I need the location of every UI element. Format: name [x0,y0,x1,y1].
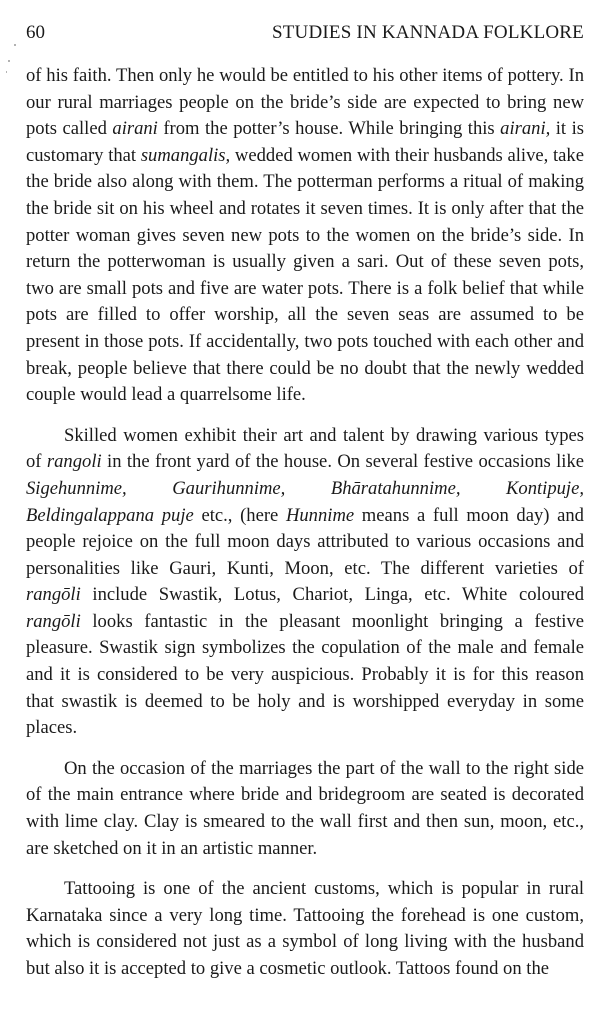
page-number: 60 [26,22,45,43]
running-head [26,20,584,46]
paragraph-text: Tattooing is one of the ancient customs, which is popular in rural Karnataka since a very long time. Tattooing the forehead is one custom, which is considered not just as a symbol of long living with the husband but also it is accepted to give a cosmetic outlook. Tattoos found on the [26,878,584,979]
paragraph-1 [26,63,584,409]
scan-speck [14,44,16,46]
paragraph-4 [26,876,584,982]
running-title: STUDIES IN KANNADA FOLKLORE [271,22,584,43]
italic-term: airani, [500,118,551,140]
italic-term: rangōli [26,610,81,632]
paragraph-text: means a full moon day) and people rejoice on the full moon days attributed to various occasions and personalities like Gauri, Kunti, Moon, etc. The different varieties of [26,504,584,579]
italic-term: Sigehunnime, Gaurihunnime, Bhāratahunnime, Kontipuje, Beldingalappana puje [26,477,584,526]
paragraph-text: etc., (here [193,504,286,526]
italic-term: airani [112,118,158,140]
italic-term: sumangalis, [140,144,231,166]
paragraph-text: On the occasion of the marriages the part of the wall to the right side of the main entrance where bride and bridegroom are seated is decorated with lime clay. Clay is smeared to the wall first and then sun, moon, etc., are sketched on it in an artistic manner. [26,757,584,859]
scan-speck [6,71,7,73]
paragraph-text: in the front yard of the house. On several festive occasions like [101,451,585,473]
paragraph-text: include Swastik, Lotus, Chariot, Linga, etc. White coloured [80,584,584,606]
paragraph-text: Skilled women exhibit their art and talent by drawing various types of [26,424,584,473]
paragraph-2 [26,423,584,742]
italic-term: rangoli [46,451,102,473]
paragraph-text: it is customary that [26,118,584,166]
body-text [26,63,584,983]
italic-term: rangōli [26,584,81,606]
paragraph-text: wedded women with their husbands alive, take the bride also along with them. The potterman performs a ritual of making the bride sit on his wheel and rotates it seven times. It is only after that the potter woman gives seven new pots to the women on the bride’s side. In return the potterwoman is usually given a sari. Out of these seven pots, two are small pots and five are water pots. There is a folk belief that while pots are filled to offer worship, all the seven seas are assumed to be present in those pots. If accidentally, two pots touched with each other and break, people believe that there could be no doubt that the newly wedded couple would lead a quarrelsome life. [26,144,584,406]
paragraph-text: of his faith. Then only he would be entitled to his other items of pottery. In our rural marriages people on the bride’s side are expected to bring new pots called [26,65,584,140]
italic-term: Hunnime [285,504,355,526]
paragraph-3 [26,756,584,862]
paragraph-text: looks fantastic in the pleasant moonlight bringing a festive pleasure. Swastik sign symbolizes the copulation of the male and female and it is considered to be very auspicious. Probably it is for this reason that swastik is deemed to be holy and is worshipped everyday in some places. [26,610,584,739]
paragraph-text: from the potter’s house. While bringing this [157,118,501,140]
scan-speck [8,60,10,62]
